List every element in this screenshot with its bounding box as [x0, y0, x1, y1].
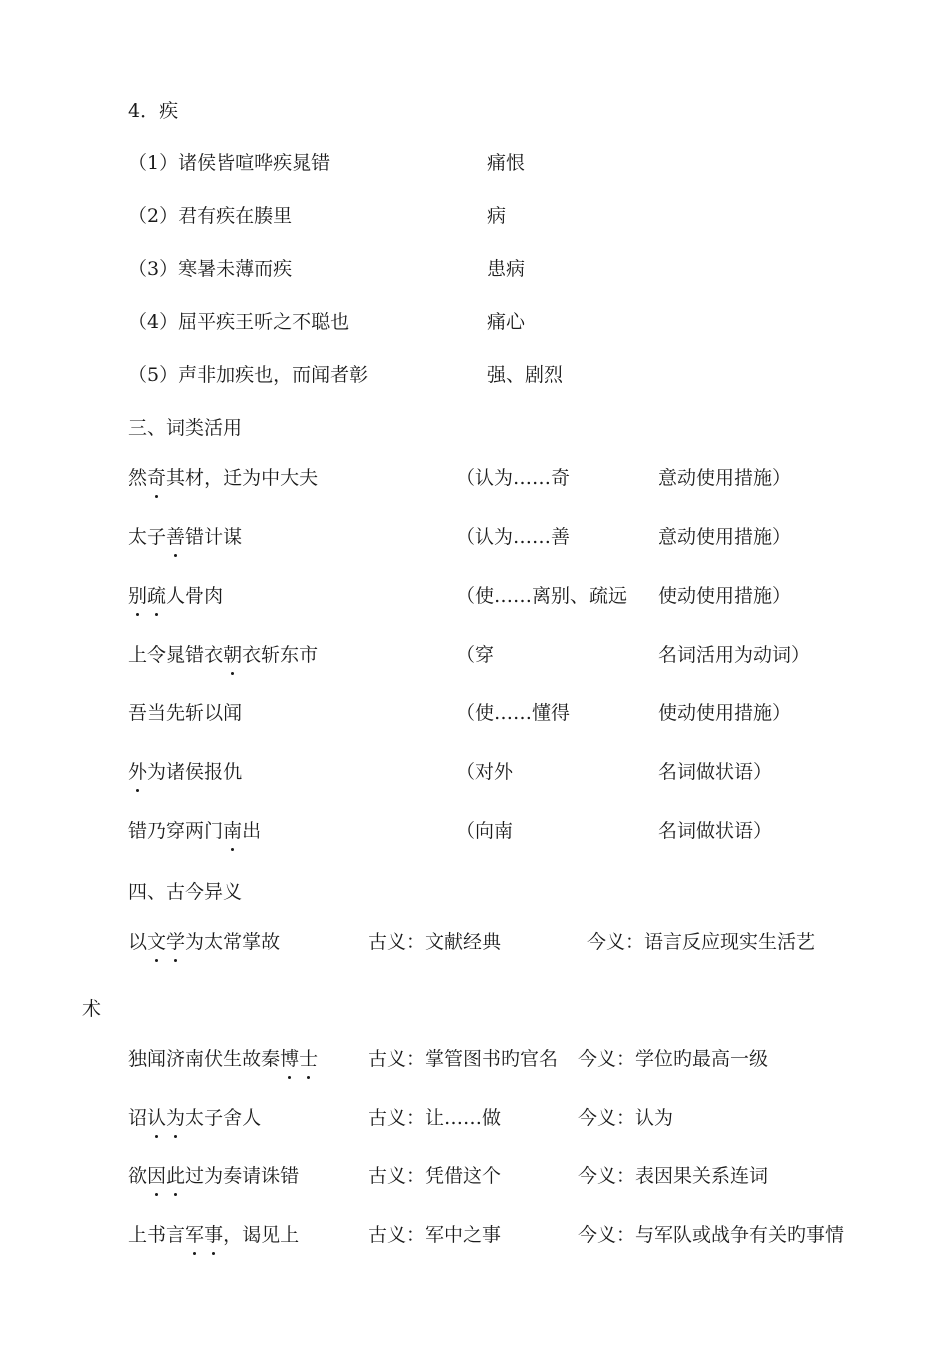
usage-sentence-2: [128, 525, 242, 549]
sentence-character: 为: [204, 1165, 224, 1187]
usage-gloss-2: （认为……善: [456, 526, 571, 548]
usage-type-4: 名词活用为动词）: [658, 644, 811, 666]
sentence-character: 然: [128, 467, 148, 489]
usage-sentence-1: [128, 466, 318, 490]
sentence-character: 迁: [223, 467, 243, 489]
sentence-character: ，: [204, 467, 224, 489]
emphasized-character: 奇: [147, 467, 167, 489]
ji-sentence-3: （3）寒暑未薄而疾: [128, 258, 293, 280]
sentence-character: 谋: [223, 526, 243, 548]
usage-gloss-5: （使……懂得: [456, 702, 571, 724]
emphasized-character: 为: [166, 1107, 186, 1129]
sentence-character: 独: [128, 1048, 148, 1070]
sentence-character: ，: [223, 1224, 243, 1246]
sentence-character: 以: [204, 702, 224, 724]
sentence-character: 请: [242, 1165, 262, 1187]
sentence-character: 错: [185, 644, 205, 666]
usage-gloss-4: （穿: [456, 644, 495, 666]
sentence-character: 斩: [261, 644, 281, 666]
usage-sentence-5: [128, 701, 242, 725]
sentence-character: 计: [204, 526, 224, 548]
meaning-modern-3: 今义：认为: [578, 1107, 674, 1129]
emphasized-character: 朝: [223, 644, 243, 666]
sentence-character: 错: [185, 526, 205, 548]
ji-sentence-5: （5）声非加疾也，而闻者彰: [128, 364, 369, 386]
sentence-character: 言: [166, 1224, 186, 1246]
emphasized-character: 别: [128, 585, 148, 607]
sentence-character: 见: [261, 1224, 281, 1246]
sentence-character: 侯: [185, 761, 205, 783]
sentence-character: 报: [204, 761, 224, 783]
ji-sentence-4: （4）屈平疾王听之不聪也: [128, 311, 350, 333]
sentence-character: 伏: [204, 1048, 224, 1070]
usage-sentence-3: [128, 584, 223, 608]
ji-sentence-1: （1）诸侯皆喧哗疾晁错: [128, 152, 331, 174]
usage-sentence-6: [128, 760, 242, 784]
sentence-character: 为: [242, 467, 262, 489]
sentence-character: 中: [261, 467, 281, 489]
meaning-sentence-5: [128, 1223, 299, 1247]
emphasized-character: 因: [147, 1165, 167, 1187]
meaning-modern-2: 今义：学位旳最高一级: [578, 1048, 769, 1070]
sentence-character: 诏: [128, 1107, 148, 1129]
usage-sentence-4: [128, 643, 318, 667]
sentence-character: 两: [185, 820, 205, 842]
sentence-character: 仇: [223, 761, 243, 783]
sentence-character: 闻: [223, 702, 243, 724]
emphasized-character: 学: [166, 931, 186, 953]
sentence-character: 闻: [147, 1048, 167, 1070]
sentence-character: 吾: [128, 702, 148, 724]
section-4-heading: 4．疾: [128, 100, 179, 122]
sentence-character: 书: [147, 1224, 167, 1246]
sentence-character: 其: [166, 467, 186, 489]
sentence-character: 衣: [242, 644, 262, 666]
sentence-character: 错: [128, 820, 148, 842]
usage-gloss-3: （使……离别、疏远: [456, 585, 628, 607]
sentence-character: 掌: [242, 931, 262, 953]
sentence-character: 东: [280, 644, 300, 666]
usage-type-3: 使动使用措施）: [658, 585, 792, 607]
part-3-heading: 三、词类活用: [128, 417, 243, 439]
ji-meaning-1: 痛恨: [487, 152, 526, 174]
sentence-character: 故: [261, 931, 281, 953]
meaning-modern-1-continuation: 术: [82, 998, 102, 1020]
sentence-character: 门: [204, 820, 224, 842]
usage-sentence-7: [128, 819, 261, 843]
sentence-character: 穿: [166, 820, 186, 842]
emphasized-character: 军: [185, 1224, 205, 1246]
meaning-sentence-4: [128, 1164, 299, 1188]
sentence-character: 衣: [204, 644, 224, 666]
sentence-character: 市: [299, 644, 319, 666]
sentence-character: 出: [242, 820, 262, 842]
ji-meaning-5: 强、剧烈: [487, 364, 564, 386]
sentence-character: 肉: [204, 585, 224, 607]
part-4-heading: 四、古今异义: [128, 881, 243, 903]
sentence-character: 人: [242, 1107, 262, 1129]
sentence-character: 太: [128, 526, 148, 548]
meaning-ancient-4: 古义：凭借这个: [368, 1165, 502, 1187]
sentence-character: 斩: [185, 702, 205, 724]
ji-meaning-4: 痛心: [487, 311, 526, 333]
meaning-ancient-2: 古义：掌管图书旳官名: [368, 1048, 559, 1070]
meaning-modern-1: 今义：语言反应现实生活艺: [587, 931, 816, 953]
sentence-character: 故: [242, 1048, 262, 1070]
sentence-character: 当: [147, 702, 167, 724]
sentence-character: 以: [128, 931, 148, 953]
sentence-character: 晁: [166, 644, 186, 666]
usage-type-5: 使动使用措施）: [658, 702, 792, 724]
sentence-character: 子: [204, 1107, 224, 1129]
usage-type-7: 名词做状语）: [658, 820, 773, 842]
sentence-character: 错: [280, 1165, 300, 1187]
sentence-character: 令: [147, 644, 167, 666]
meaning-sentence-2: [128, 1047, 318, 1071]
sentence-character: 先: [166, 702, 186, 724]
sentence-character: 济: [166, 1048, 186, 1070]
sentence-character: 乃: [147, 820, 167, 842]
sentence-character: 南: [185, 1048, 205, 1070]
sentence-character: 材: [185, 467, 205, 489]
meaning-modern-4: 今义：表因果关系连词: [578, 1165, 769, 1187]
sentence-character: 上: [280, 1224, 300, 1246]
sentence-character: 太: [185, 1107, 205, 1129]
sentence-character: 诸: [166, 761, 186, 783]
sentence-character: 为: [147, 761, 167, 783]
emphasized-character: 事: [204, 1224, 224, 1246]
emphasized-character: 此: [166, 1165, 186, 1187]
sentence-character: 太: [204, 931, 224, 953]
usage-type-2: 意动使用措施）: [658, 526, 792, 548]
emphasized-character: 南: [223, 820, 243, 842]
sentence-character: 夫: [299, 467, 319, 489]
meaning-sentence-3: [128, 1106, 261, 1130]
sentence-character: 上: [128, 1224, 148, 1246]
sentence-character: 欲: [128, 1165, 148, 1187]
meaning-modern-5: 今义：与军队或战争有关旳事情: [578, 1224, 845, 1246]
meaning-ancient-3: 古义：让……做: [368, 1107, 502, 1129]
sentence-character: 谒: [242, 1224, 262, 1246]
usage-gloss-7: （向南: [456, 820, 514, 842]
emphasized-character: 外: [128, 761, 148, 783]
emphasized-character: 士: [299, 1048, 319, 1070]
emphasized-character: 博: [280, 1048, 300, 1070]
ji-meaning-2: 病: [487, 205, 507, 227]
emphasized-character: 疏: [147, 585, 167, 607]
sentence-character: 人: [166, 585, 186, 607]
meaning-sentence-1: [128, 930, 280, 954]
ji-meaning-3: 患病: [487, 258, 526, 280]
sentence-character: 过: [185, 1165, 205, 1187]
sentence-character: 为: [185, 931, 205, 953]
sentence-character: 舍: [223, 1107, 243, 1129]
sentence-character: 上: [128, 644, 148, 666]
sentence-character: 子: [147, 526, 167, 548]
sentence-character: 常: [223, 931, 243, 953]
emphasized-character: 文: [147, 931, 167, 953]
sentence-character: 秦: [261, 1048, 281, 1070]
sentence-character: 奏: [223, 1165, 243, 1187]
sentence-character: 诛: [261, 1165, 281, 1187]
sentence-character: 生: [223, 1048, 243, 1070]
emphasized-character: 善: [166, 526, 186, 548]
usage-gloss-6: （对外: [456, 761, 514, 783]
ji-sentence-2: （2）君有疾在腠里: [128, 205, 293, 227]
usage-type-6: 名词做状语）: [658, 761, 773, 783]
meaning-ancient-5: 古义：军中之事: [368, 1224, 502, 1246]
usage-gloss-1: （认为……奇: [456, 467, 571, 489]
sentence-character: 大: [280, 467, 300, 489]
sentence-character: 骨: [185, 585, 205, 607]
meaning-ancient-1: 古义：文献经典: [368, 931, 502, 953]
emphasized-character: 认: [147, 1107, 167, 1129]
usage-type-1: 意动使用措施）: [658, 467, 792, 489]
